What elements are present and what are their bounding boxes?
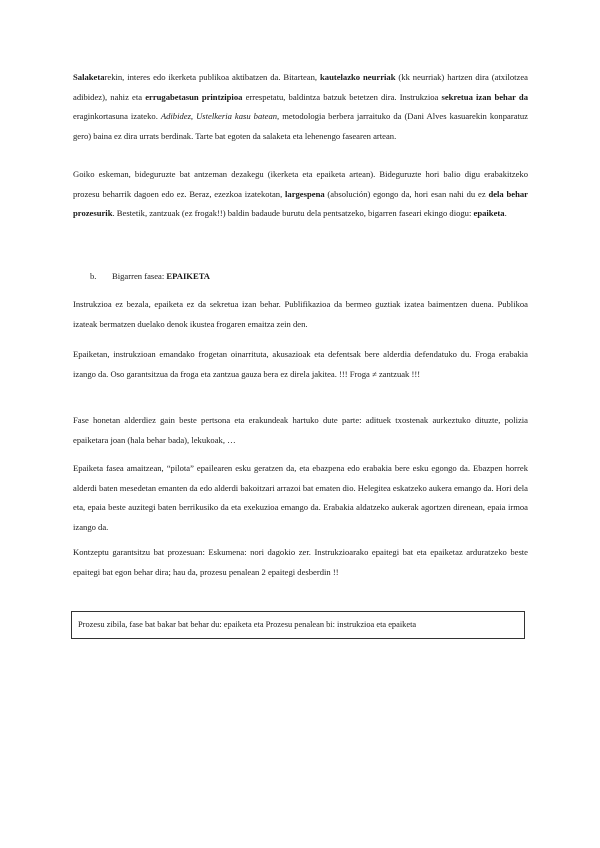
text-run: rekin, interes edo ikerketa publikoa aktibatzen da. Bitartean, [104,72,320,82]
term-errugabetasun: errugabetasun printzipioa [145,91,243,102]
heading-number: b. [90,271,97,281]
term-prozesurik: dela behar prozesurik [73,188,528,218]
paragraph-fase-honetan: Fase honetan alderdiez gain beste pertsona eta erakundeak hartuko dute parte: adituek txostenak aurkeztuko dituzte, polizia epaiketara joan (hala behar bada), lekukoak, … [73,415,528,445]
term-largespena: largespena [285,188,325,199]
paragraph-epaiketa-fasea: Epaiketa fasea amaitzean, “pilota” epailearen esku geratzen da, eta ebazpena edo erabakia bere esku egongo da. Ebazpen horrek alderdi baten mesedetan emanten da edo alderdi bakoitzari arrazoi bat ematen dio. Helegitea eskatzeko aukera emango da. Hori dela eta, epaia beste auzitegi baten berrikusiko da eta exekuzioa emango da. Erabakia aldatzeko aukerak agortzen direnean, epaia irmoa izango da. [73,463,528,532]
paragraph-salaketa [73,68,528,146]
summary-box: Prozesu zibila, fase bat bakar bat behar du: epaiketa eta Prozesu penalean bi: instrukzioa eta epaiketa [71,611,525,639]
section-heading [90,267,490,287]
text-run: eraginkortasuna izateko. [73,111,161,121]
paragraph-kontzeptu: Kontzeptu garantsitzu bat prozesuan: Eskumena: nori dagokio zer. Instrukzioarako epaitegi bat eta epaiketaz arduratzeko beste epaitegi bat egon behar dira; hau da, prozesu penalean 2 epaitegi desberdin !! [73,547,528,577]
text-run: . Bestetik, zantzuak (ez frogak!!) baldin badaude burutu dela pentsatzeko, bigarren faseari ekingo diogu: [112,208,474,218]
text-run: . [504,208,507,218]
term-kautelazko-neurriak: kautelazko neurriak [320,72,396,82]
paragraph-epaiketan: Epaiketan, instrukzioan emandako frogetan oinarrituta, akusazioak eta defentsak bere alderdia defendatuko du. Froga erabakia izango da. Oso garantsitzua da froga eta zantzua gauza bera ez direla jakitea. !!! Froga ≠ zantzuak !!! [73,349,528,379]
heading-text: Bigarren fasea: [112,271,167,281]
text-run: Goiko eskeman, bideguruzte bat antzeman dezakegu (ikerketa eta epaiketa artean). Bideguruzte hori balio digu erabakitzeko prozesu beharrik dagoen edo ez. Beraz, ezezkoa izatekotan, [73,169,528,199]
heading-bold: EPAIKETA [166,271,211,281]
example-text: Adibidez, Ustelkeria kasu batean, [160,111,280,121]
text-run: errespetatu, baldintza batzuk betetzen dira. Instrukzioa [242,91,442,102]
term-salaketa: Salaketa [73,72,105,82]
paragraph-bideguruzte [73,165,528,224]
text-run: metodologia berbera jarraituko da (Dani Alves kasuarekin konparatuz gero) baina ez dira urrats berdinak. Tarte bat egoten da salaketa eta lehenengo fasearen artean. [73,111,529,141]
text-run: (absolución) egongo da, hori esan nahi du ez [324,188,489,199]
term-epaiketa: epaiketa [473,208,505,218]
paragraph-instrukzioa: Instrukzioa ez bezala, epaiketa ez da sekretua izan behar. Publifikazioa da bermeo guztiak izatea baimentzen duena. Publikoa izateak bermatzen duelako denok ikustea frogaren emaitza zein den. [73,299,528,329]
term-sekretua: sekretua izan behar da [441,91,528,102]
text-run: (kk neurriak) hartzen dira (atxilotzea adibidez), nahiz eta [73,72,528,102]
